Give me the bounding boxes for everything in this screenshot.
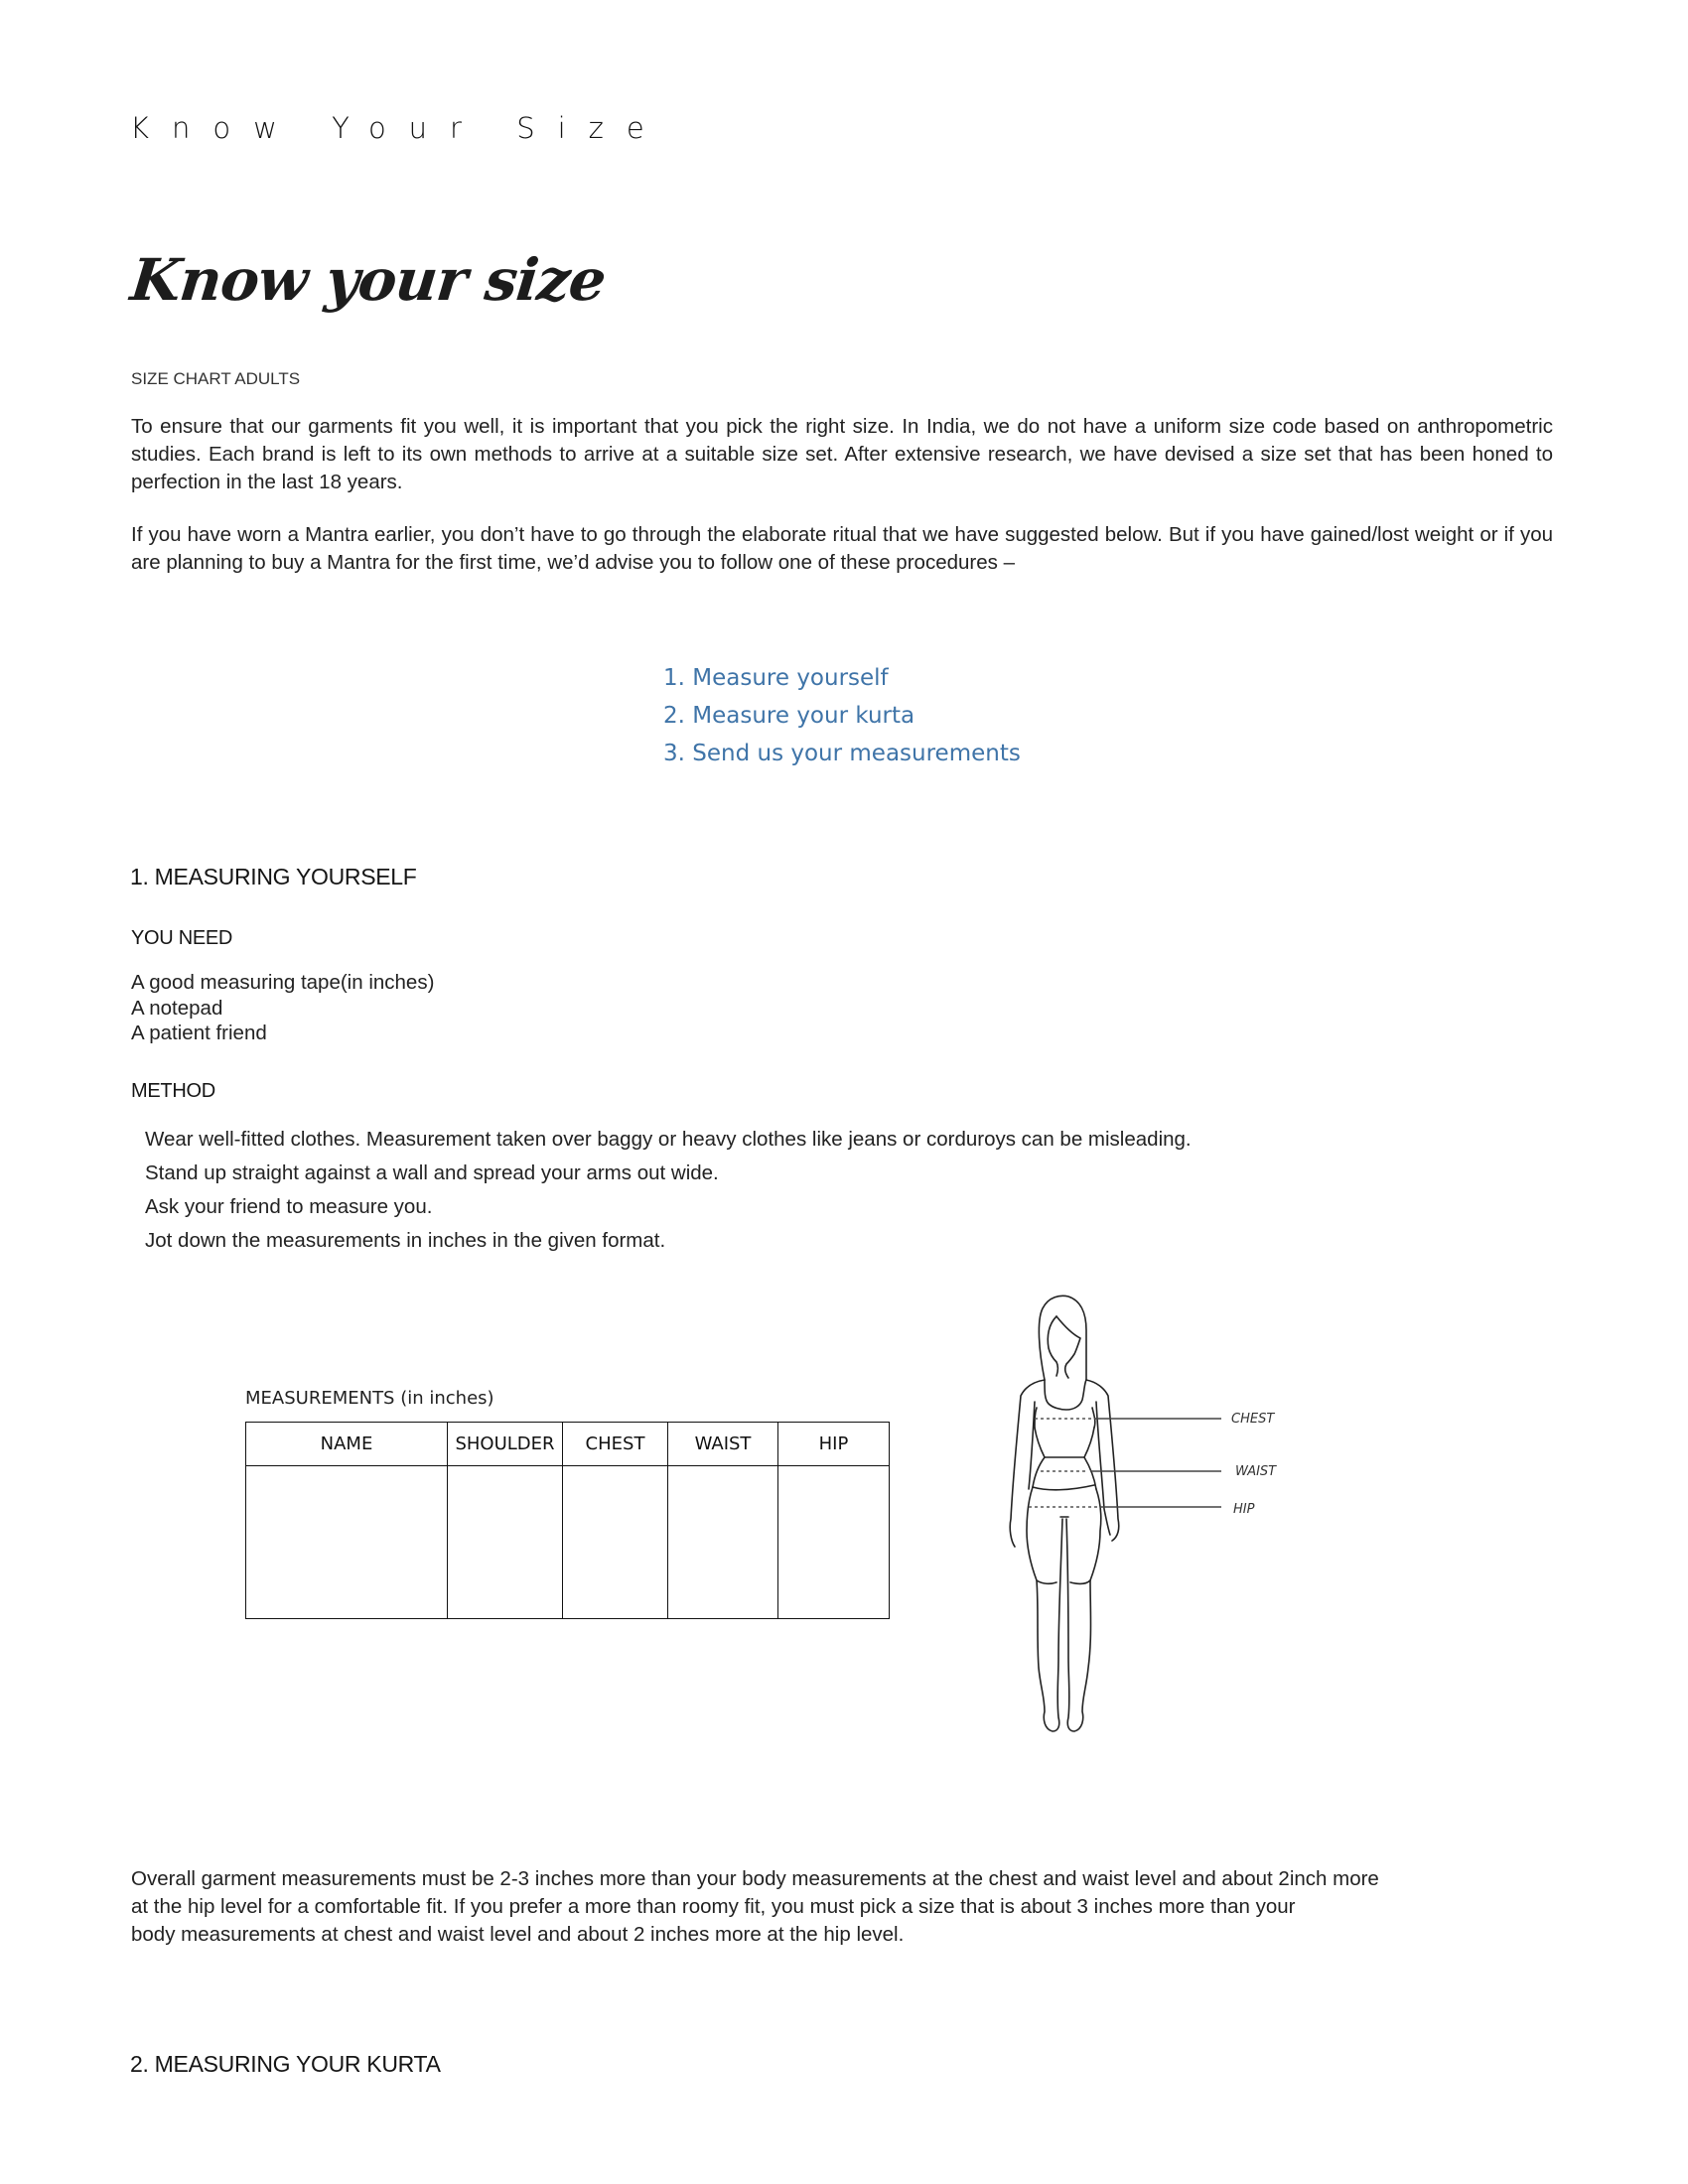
chest-label: CHEST <box>1231 1412 1275 1427</box>
size-chart-subtitle: SIZE CHART ADULTS <box>131 369 301 388</box>
method-item: Jot down the measurements in inches in the given format. <box>145 1229 666 1252</box>
fit-note <box>131 1865 1561 1949</box>
you-need-heading: YOU NEED <box>131 927 233 949</box>
column-header-name: NAME <box>246 1423 448 1466</box>
column-header-chest: CHEST <box>563 1423 668 1466</box>
cell-hip[interactable] <box>778 1466 890 1619</box>
you-need-item: A notepad <box>131 996 223 1020</box>
method-item: Ask your friend to measure you. <box>145 1195 433 1218</box>
method-list <box>145 1123 1192 1258</box>
script-title: Know your size <box>127 246 609 314</box>
page-header-title: Know Your Size <box>130 111 667 145</box>
woman-silhouette-icon <box>983 1281 1311 1777</box>
procedure-link-measure-kurta[interactable]: 2. Measure your kurta <box>663 703 915 729</box>
procedure-link-send-measurements[interactable]: 3. Send us your measurements <box>663 741 1021 766</box>
section-heading-measuring-kurta: 2. MEASURING YOUR KURTA <box>130 2051 441 2077</box>
method-item: Stand up straight against a wall and spread your arms out wide. <box>145 1161 719 1184</box>
cell-name[interactable] <box>246 1466 448 1619</box>
you-need-list <box>131 970 434 1046</box>
measurements-table <box>245 1422 890 1619</box>
waist-label: WAIST <box>1235 1464 1277 1479</box>
you-need-item: A patient friend <box>131 1022 267 1044</box>
hip-label: HIP <box>1233 1502 1255 1517</box>
intro-paragraph-2: If you have worn a Mantra earlier, you don’t have to go through the elaborate ritual that we have suggested below. But if you have gained/lost weight or if you are planning to buy a Mantra for the first time, we’d advise you to follow one of these procedures – <box>131 523 1553 574</box>
cell-waist[interactable] <box>668 1466 778 1619</box>
column-header-hip: HIP <box>778 1423 890 1466</box>
fit-note-line: body measurements at chest and waist level and about 2 inches more at the hip level. <box>131 1923 905 1946</box>
body-measurement-figure <box>983 1281 1311 1777</box>
fit-note-line: at the hip level for a comfortable fit. If you prefer a more than roomy fit, you must pick a size that is about 3 inches more than your <box>131 1895 1296 1918</box>
table-row <box>246 1466 890 1619</box>
procedure-link-measure-yourself[interactable]: 1. Measure yourself <box>663 665 889 691</box>
measurements-table-caption: MEASUREMENTS (in inches) <box>245 1388 494 1409</box>
method-item: Wear well-fitted clothes. Measurement taken over baggy or heavy clothes like jeans or corduroys can be misleading. <box>145 1128 1192 1151</box>
procedures-list <box>663 659 1021 772</box>
you-need-item: A good measuring tape(in inches) <box>131 971 435 994</box>
method-heading: METHOD <box>131 1080 215 1102</box>
column-header-waist: WAIST <box>668 1423 778 1466</box>
fit-note-line: Overall garment measurements must be 2-3 inches more than your body measurements at the chest and waist level and about 2inch more <box>131 1867 1379 1890</box>
table-header-row <box>246 1423 890 1466</box>
section-heading-measuring-yourself: 1. MEASURING YOURSELF <box>130 864 417 889</box>
intro-paragraph-1: To ensure that our garments fit you well, it is important that you pick the right size. In India, we do not have a uniform size code based on anthropometric studies. Each brand is left to its own methods to arrive at a suitable size set. After extensive research, we have devised a size set that has been honed to perfection in the last 18 years. <box>131 415 1553 493</box>
cell-shoulder[interactable] <box>448 1466 563 1619</box>
column-header-shoulder: SHOULDER <box>448 1423 563 1466</box>
cell-chest[interactable] <box>563 1466 668 1619</box>
